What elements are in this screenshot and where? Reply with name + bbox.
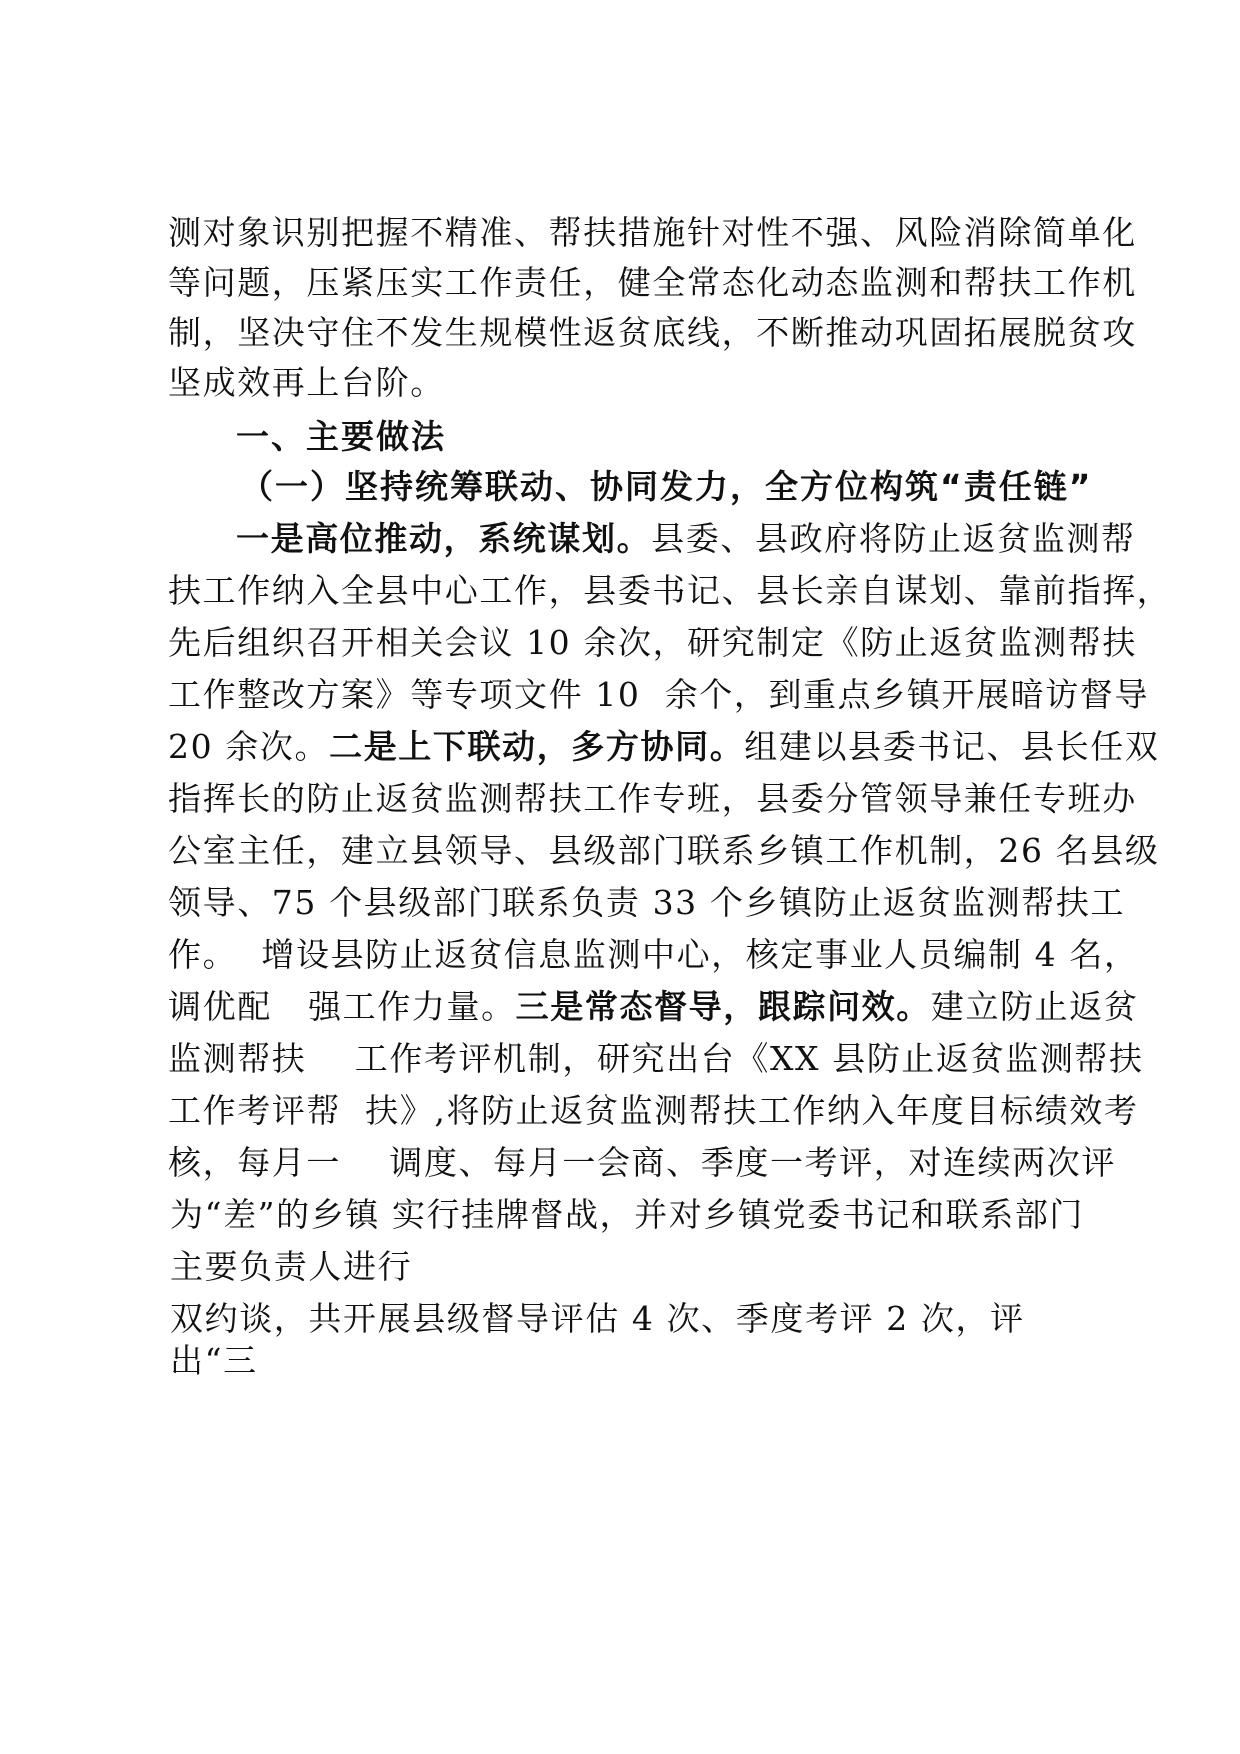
bold-lead: 二是上下联动，多方协同。	[329, 727, 745, 766]
paragraph-line: 等问题，压紧压实工作责任，健全常态化动态监测和帮扶工作机	[168, 263, 1137, 302]
text-run: 建立防止返贫	[930, 987, 1139, 1026]
paragraph-line: 出“三	[170, 1341, 258, 1380]
paragraph-line: 指挥长的防止返贫监测帮扶工作专班，县委分管领导兼任专班办	[168, 779, 1137, 818]
bold-lead: 三是常态督导，跟踪问效。	[515, 987, 931, 1026]
paragraph-line: 制，坚决守住不发生规模性返贫底线，不断推动巩固拓展脱贫攻	[168, 313, 1137, 352]
paragraph-line: 监测帮扶 工作考评机制，研究出台《XX 县防止返贫监测帮扶	[168, 1039, 1144, 1078]
paragraph-line	[168, 726, 1160, 768]
section-heading: 一、主要做法	[236, 417, 446, 456]
paragraph-line: 坚成效再上台阶。	[168, 363, 445, 402]
text-run: 组建以县委书记、县长任双	[744, 727, 1160, 766]
paragraph-line: 工作整改方案》等专项文件 10 余个，到重点乡镇开展暗访督导	[168, 675, 1150, 714]
paragraph-line: 工作考评帮 扶》,将防止返贫监测帮扶工作纳入年度目标绩效考	[168, 1091, 1139, 1130]
paragraph-line: 为“差”的乡镇 实行挂牌督战，并对乡镇党委书记和联系部门	[170, 1195, 1085, 1234]
paragraph-line: 主要负责人进行	[170, 1247, 413, 1286]
subsection-heading: （一）坚持统筹联动、协同发力，全方位构筑“责任链”	[240, 467, 1093, 506]
bold-lead: 一是高位推动，系统谋划。	[236, 519, 652, 558]
paragraph-line: 核，每月一 调度、每月一会商、季度一考评，对连续两次评	[168, 1143, 1116, 1182]
paragraph-line: 公室主任，建立县领导、县级部门联系乡镇工作机制，26 名县级	[168, 831, 1160, 870]
paragraph-line: 先后组织召开相关会议 10 余次，研究制定《防止返贫监测帮扶	[168, 623, 1137, 662]
paragraph-line: 双约谈，共开展县级督导评估 4 次、季度考评 2 次，评	[170, 1299, 1025, 1338]
paragraph-line: 扶工作纳入全县中心工作，县委书记、县长亲自谋划、靠前指挥，	[168, 571, 1172, 610]
paragraph-line	[236, 518, 1136, 560]
paragraph-line: 领导、75 个县级部门联系负责 33 个乡镇防止返贫监测帮扶工	[168, 883, 1126, 922]
paragraph-line: 作。 增设县防止返贫信息监测中心，核定事业人员编制 4 名，	[168, 935, 1139, 974]
text-run: 调优配 强工作力量。	[168, 987, 516, 1026]
text-run: 20 余次。	[168, 727, 330, 766]
text-run: 县委、县政府将防止返贫监测帮	[651, 519, 1136, 558]
paragraph-line: 测对象识别把握不精准、帮扶措施针对性不强、风险消除简单化	[168, 213, 1137, 252]
paragraph-line	[168, 986, 1138, 1028]
